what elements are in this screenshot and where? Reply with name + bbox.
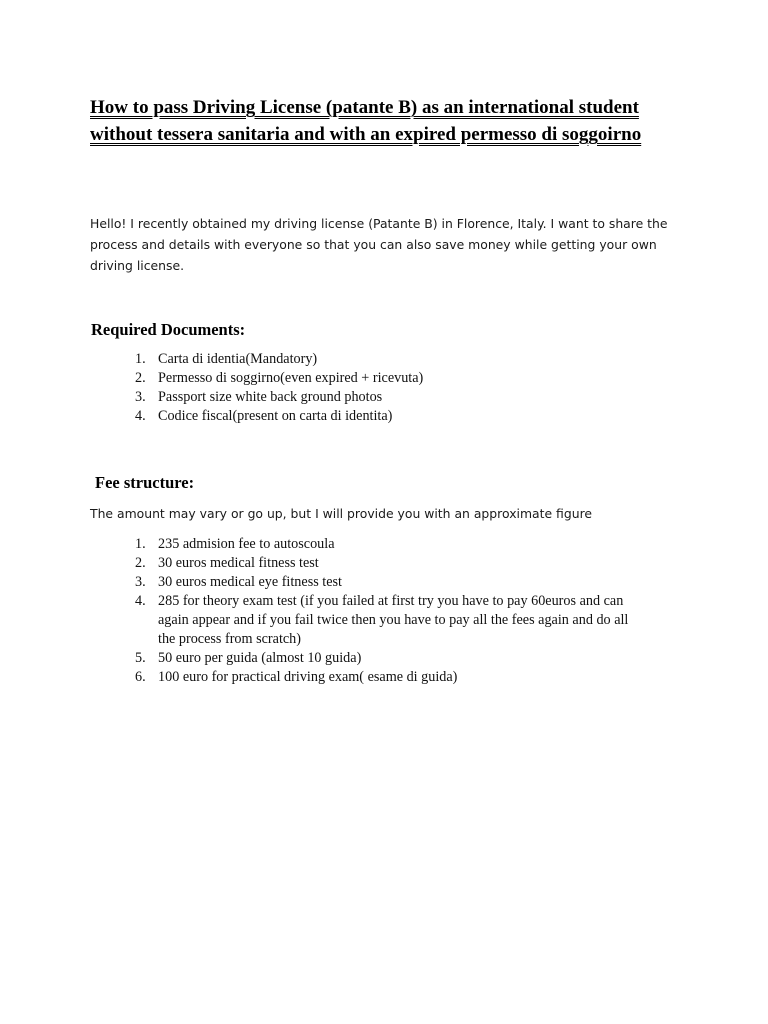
list-number: 1. bbox=[135, 351, 146, 367]
required-documents-heading: Required Documents: bbox=[91, 320, 246, 339]
title-line: without tessera sanitaria and with an expired permesso di soggoirno bbox=[90, 124, 642, 145]
list-item bbox=[0, 592, 668, 649]
list-text: Passport size white back ground photos bbox=[158, 389, 383, 405]
list-number: 4. bbox=[135, 408, 146, 424]
list-item bbox=[0, 573, 668, 592]
list-item bbox=[0, 668, 668, 687]
fee-note: The amount may vary or go up, but I will provide you with an approximate figure bbox=[90, 506, 593, 521]
fee-structure-list bbox=[0, 535, 668, 687]
list-text: 50 euro per guida (almost 10 guida) bbox=[158, 650, 362, 666]
list-text: 30 euros medical fitness test bbox=[158, 555, 319, 571]
list-text: Codice fiscal(present on carta di identita) bbox=[158, 408, 393, 424]
list-item bbox=[0, 649, 668, 668]
list-text-line: again appear and if you fail twice then you have to pay all the fees again and do all bbox=[158, 612, 629, 628]
list-text: Carta di identia(Mandatory) bbox=[158, 351, 318, 367]
list-text: 235 admision fee to autoscoula bbox=[158, 536, 335, 552]
intro-line: Hello! I recently obtained my driving license (Patante B) in Florence, Italy. I want to share the bbox=[90, 216, 668, 231]
page-title bbox=[90, 94, 690, 148]
list-item bbox=[0, 407, 668, 426]
intro-line: process and details with everyone so that you can also save money while getting your own bbox=[90, 237, 657, 252]
list-item bbox=[0, 535, 668, 554]
list-number: 1. bbox=[135, 536, 146, 552]
list-text: Permesso di soggirno(even expired + ricevuta) bbox=[158, 370, 424, 386]
list-number: 5. bbox=[135, 650, 146, 666]
list-number: 2. bbox=[135, 370, 146, 386]
list-text: 30 euros medical eye fitness test bbox=[158, 574, 342, 590]
list-item bbox=[0, 554, 668, 573]
list-number: 4. bbox=[135, 593, 146, 609]
list-item bbox=[0, 388, 668, 407]
list-number: 6. bbox=[135, 669, 146, 685]
list-number: 2. bbox=[135, 555, 146, 571]
intro-line: driving license. bbox=[90, 258, 185, 273]
list-text-line: the process from scratch) bbox=[158, 631, 301, 647]
list-text: 100 euro for practical driving exam( esame di guida) bbox=[158, 669, 458, 685]
required-documents-list bbox=[0, 350, 668, 426]
list-item bbox=[0, 350, 668, 369]
fee-structure-heading: Fee structure: bbox=[95, 473, 195, 492]
intro-paragraph bbox=[90, 213, 670, 276]
list-number: 3. bbox=[135, 574, 146, 590]
list-item bbox=[0, 369, 668, 388]
list-text-line: 285 for theory exam test (if you failed at first try you have to pay 60euros and can bbox=[158, 593, 624, 609]
list-text bbox=[158, 592, 668, 649]
list-number: 3. bbox=[135, 389, 146, 405]
title-line: How to pass Driving License (patante B) as an international student bbox=[90, 97, 639, 118]
